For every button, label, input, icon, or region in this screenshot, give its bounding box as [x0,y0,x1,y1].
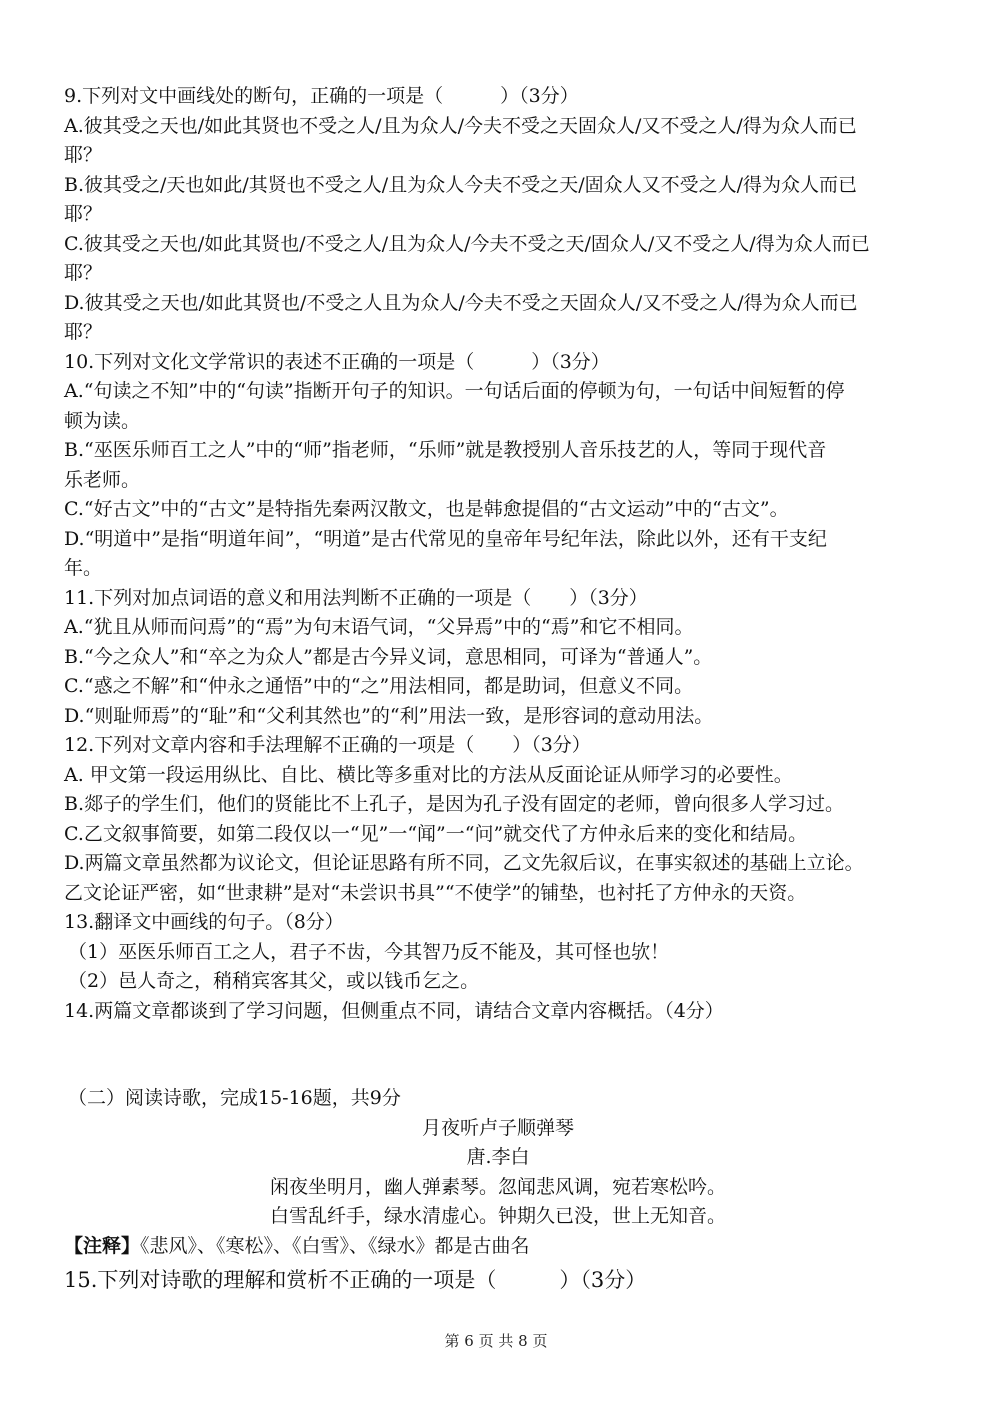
q11-option-b: B.“今之众人”和“卒之为众人”都是古今异义词，意思相同，可译为“普通人”。 [64,645,713,668]
q11-stem: 11.下列对加点词语的意义和用法判断不正确的一项是（ ）（3分） [64,586,648,609]
q9-option-c: C.彼其受之天也/如此其贤也/不受之人/且为众人/今夫不受之天/固众人/又不受之人/得为众人而已 [64,232,870,255]
q11-option-d: D.“则耻师焉”的“耻”和“父利其然也”的“利”用法一致，是形容词的意动用法。 [64,704,714,727]
q13-sentence-2: （2）邑人奇之，稍稍宾客其父，或以钱币乞之。 [68,970,480,992]
q11-option-c: C.“惑之不解”和“仲永之通悟”中的“之”用法相同，都是助词，但意义不同。 [64,675,694,697]
q12-stem: 12.下列对文章内容和手法理解不正确的一项是（ ）（3分） [64,734,591,756]
q13-sentence-1: （1）巫医乐师百工之人，君子不齿，今其智乃反不能及，其可怪也欤！ [68,940,670,963]
poem-note-text: 《悲风》、《寒松》、《白雪》、《绿水》都是古曲名 [140,1234,530,1257]
poem-author: 唐.李白 [466,1146,530,1168]
q10-option-b-cont: 乐老师。 [64,468,141,491]
q9-option-d: D.彼其受之天也/如此其贤也/不受之人且为众人/今夫不受之天固众人/又不受之人/得为众人而已 [64,291,858,314]
q10-option-d: D.“明道中”是指“明道年间”，“明道”是古代常见的皇帝年号纪年法，除此以外，还有干支纪 [64,527,827,550]
q10-option-a-cont: 顿为读。 [64,409,141,432]
poem-line-1: 闲夜坐明月，幽人弹素琴。忽闻悲风调，宛若寒松吟。 [269,1175,726,1198]
exam-page-content [64,82,932,1297]
section-2-heading: （二）阅读诗歌，完成15-16题，共9分 [68,1087,401,1109]
answer-space [64,1026,932,1084]
q9-option-a-cont: 耶？ [64,144,103,166]
q11-option-a: A.“犹且从师而问焉”的“焉”为句末语气词，“父异焉”中的“焉”和它不相同。 [64,616,694,638]
q12-option-d-cont: 乙文论证严密，如“世隶耕”是对“未尝识书具”“不使学”的铺垫，也衬托了方仲永的天资。 [64,881,807,904]
q12-option-a: A. 甲文第一段运用纵比、自比、横比等多重对比的方法从反面论证从师学习的必要性。 [64,763,793,786]
q9-stem: 9.下列对文中画线处的断句，正确的一项是（ ）（3分） [64,85,579,107]
q10-option-c: C.“好古文”中的“古文”是特指先秦两汉散文，也是韩愈提倡的“古文运动”中的“古文”。 [64,498,789,520]
q10-option-d-cont: 年。 [64,557,103,579]
q9-option-d-cont: 耶？ [64,321,103,343]
q12-option-c: C.乙文叙事简要，如第二段仅以一“见”一“闻”一“问”就交代了方仲永后来的变化和结局。 [64,822,808,845]
q9-option-c-cont: 耶？ [64,262,103,284]
q12-option-d: D.两篇文章虽然都为议论文，但论证思路有所不同，乙文先叙后议，在事实叙述的基础上立论。 [64,852,864,874]
q12-option-b: B.郯子的学生们，他们的贤能比不上孔子，是因为孔子没有固定的老师，曾向很多人学习过。 [64,793,845,815]
q10-option-b: B.“巫医乐师百工之人”中的“师”指老师，“乐师”就是教授别人音乐技艺的人，等同于现代音 [64,439,827,461]
q9-option-b-cont: 耶？ [64,203,103,225]
q10-option-a: A.“句读之不知”中的“句读”指断开句子的知识。一句话后面的停顿为句，一句话中间短暂的停 [64,380,845,402]
q9-option-b: B.彼其受之/天也如此/其贤也不受之人/且为众人今夫不受之天/固众人又不受之人/得为众人而已 [64,173,858,196]
poem-note [64,1232,932,1262]
q13-stem: 13.翻译文中画线的句子。（8分） [64,911,344,933]
q15-stem: 15.下列对诗歌的理解和赏析不正确的一项是（ ）（3分） [64,1268,647,1292]
q9-option-a: A.彼其受之天也/如此其贤也不受之人/且为众人/今夫不受之天固众人/又不受之人/得为众人而已 [64,114,857,137]
q14-stem: 14.两篇文章都谈到了学习问题，但侧重点不同，请结合文章内容概括。（4分） [64,999,724,1022]
q10-stem: 10.下列对文化文学常识的表述不正确的一项是（ ）（3分） [64,350,610,373]
poem-title: 月夜听卢子顺弹琴 [421,1116,574,1139]
poem-note-label: 【注释】 [64,1234,141,1257]
poem-line-2: 白雪乱纤手，绿水清虚心。钟期久已没，世上无知音。 [269,1205,726,1227]
page-footer: 第 6 页 共 8 页 [444,1332,548,1350]
